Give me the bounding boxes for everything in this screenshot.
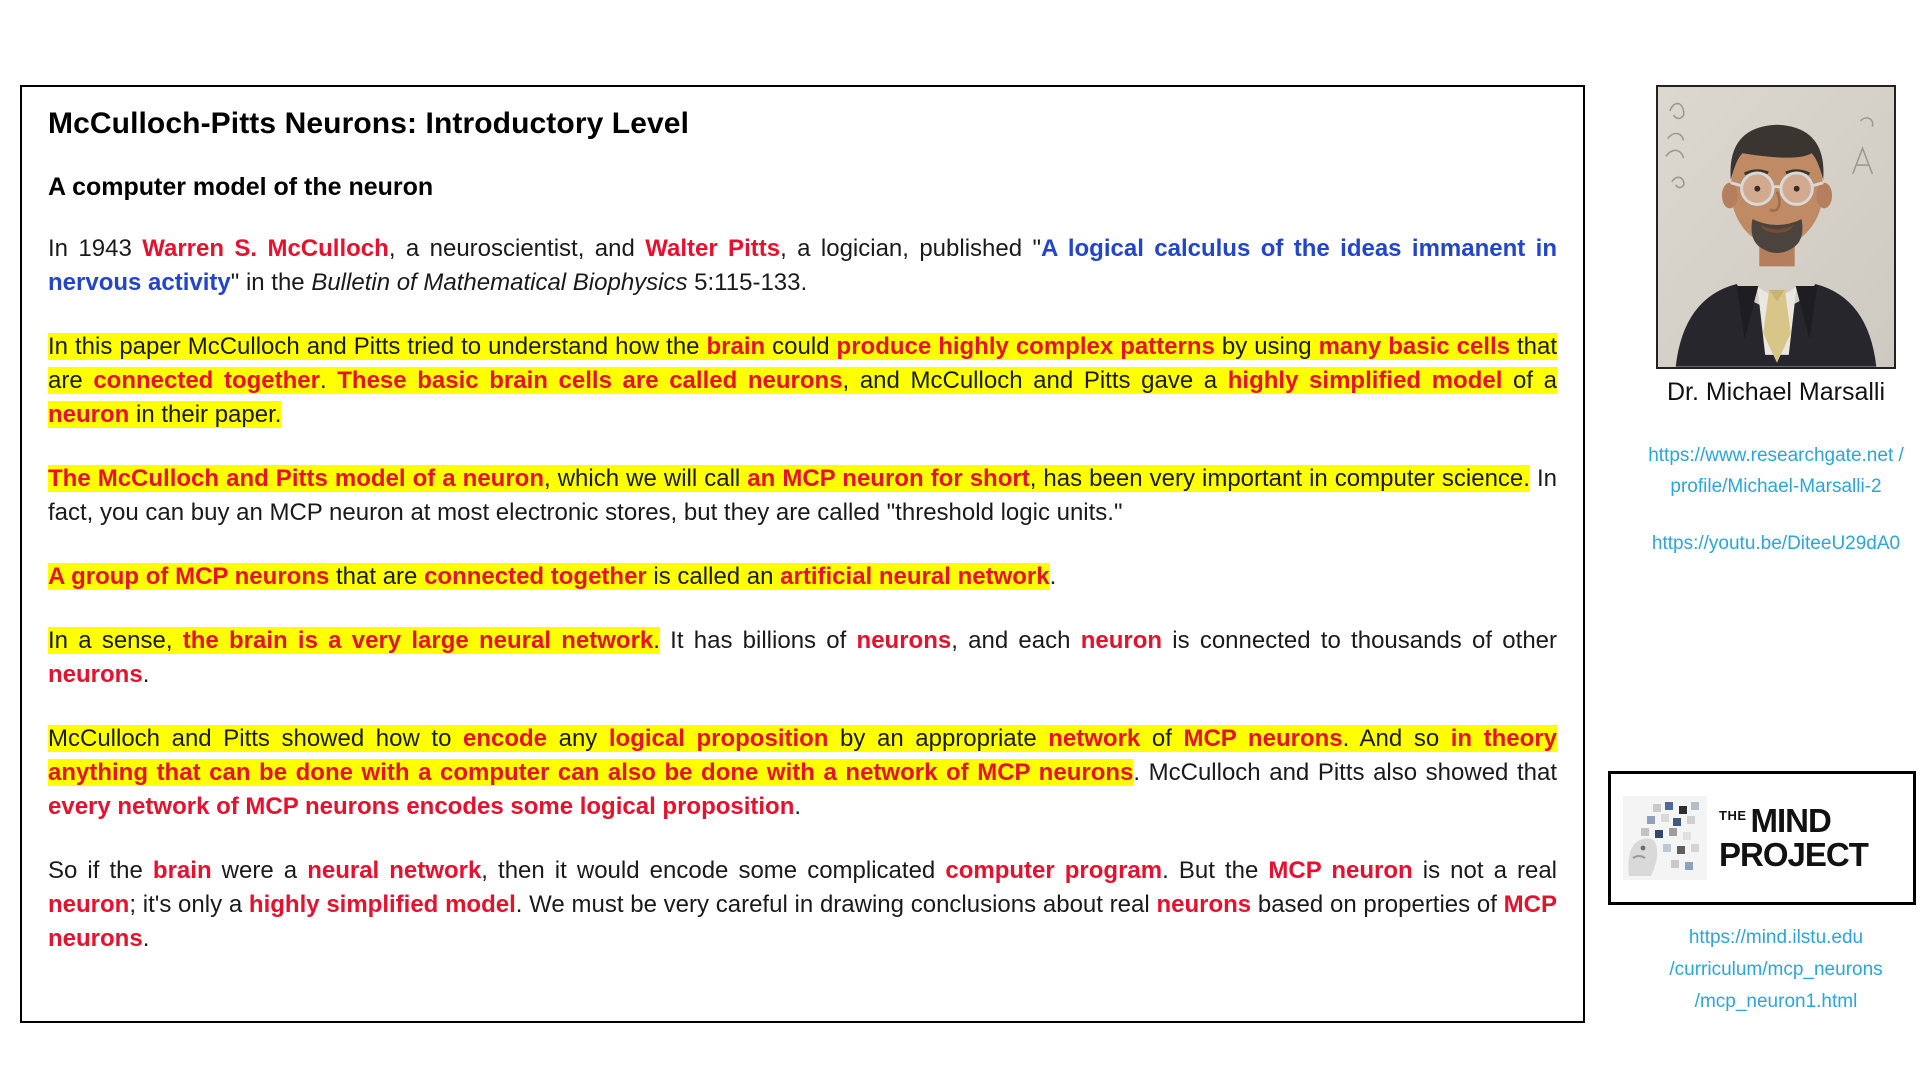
text-segment: Bulletin of Mathematical Biophysics <box>311 269 688 296</box>
text-segment: were a <box>211 857 308 884</box>
text-segment: 5:115-133. <box>687 269 808 296</box>
wordmark-the: THE <box>1719 807 1747 823</box>
text-segment: neurons <box>856 627 952 654</box>
text-segment: . And so <box>1342 725 1451 752</box>
text-segment: brain <box>706 333 766 360</box>
paragraph-publication <box>48 232 1557 300</box>
text-segment: of <box>1140 725 1184 752</box>
paragraph-brain-patterns <box>48 330 1557 432</box>
paragraph-neural-network-definition <box>48 560 1557 594</box>
text-segment: in theory anything that can be done with a computer can also be done with a network of MCP neurons <box>48 725 1558 786</box>
link-line: /mcp_neuron1.html <box>1694 991 1858 1012</box>
link-line: /curriculum/mcp_neurons <box>1669 959 1883 980</box>
text-segment: . <box>1049 563 1057 590</box>
section-subtitle: A computer model of the neuron <box>48 173 434 201</box>
text-segment: neuron <box>48 401 130 428</box>
text-segment: neurons <box>48 661 143 688</box>
text-segment: network <box>1048 725 1141 752</box>
text-segment: . We must be very careful in drawing conclusions about real <box>515 891 1157 918</box>
text-segment: an MCP neuron for short <box>747 465 1030 492</box>
link-line: https://mind.ilstu.edu <box>1688 927 1864 948</box>
text-segment: , then it would encode some complicated <box>481 857 946 884</box>
text-segment: It has billions of <box>659 627 857 654</box>
text-segment: , which we will call <box>544 465 748 492</box>
text-segment: In a sense, <box>48 627 183 654</box>
text-segment: " in the <box>230 269 312 296</box>
text-segment: In 1943 <box>48 235 143 262</box>
text-segment: the brain is a very large neural network <box>182 627 654 654</box>
text-segment: connected together <box>424 563 647 590</box>
text-segment: any <box>547 725 609 752</box>
page-title: McCulloch-Pitts Neurons: Introductory Level <box>48 107 690 140</box>
text-segment: . But the <box>1162 857 1269 884</box>
text-segment: . <box>142 925 150 952</box>
paragraph-brain-network <box>48 624 1557 692</box>
wordmark-project: PROJECT <box>1719 836 1868 873</box>
text-segment: is connected to thousands of other <box>1162 627 1558 654</box>
youtube-link[interactable]: https://youtu.be/DiteeU29dA0 <box>1651 533 1901 554</box>
text-segment: , and each <box>951 627 1081 654</box>
text-segment: MCP neuron <box>1268 857 1413 884</box>
paragraph-logical-propositions <box>48 722 1557 824</box>
text-segment: neuron <box>1080 627 1163 654</box>
paragraph-caution <box>48 854 1557 956</box>
text-segment: connected together <box>93 367 320 394</box>
mind-project-logo-icon <box>1623 796 1707 880</box>
text-segment: neural network <box>307 857 482 884</box>
text-segment: These basic brain cells are called neurons <box>337 367 843 394</box>
text-segment: that are <box>329 563 425 590</box>
portrait-photo <box>1656 85 1896 369</box>
text-segment: The McCulloch and Pitts model of a neuron <box>48 465 545 492</box>
mind-curriculum-link[interactable] <box>1606 922 1920 1018</box>
text-segment: is not a real <box>1412 857 1557 884</box>
text-segment: logical proposition <box>608 725 829 752</box>
text-segment: highly simplified model <box>248 891 516 918</box>
text-segment: artificial neural network <box>780 563 1050 590</box>
text-segment: Walter Pitts <box>645 235 781 262</box>
text-segment: encode <box>463 725 548 752</box>
text-segment: A group of MCP neurons <box>48 563 330 590</box>
text-segment: , a neuroscientist, and <box>388 235 646 262</box>
paragraph-mcp-model <box>48 462 1557 530</box>
text-segment: neurons <box>1156 891 1252 918</box>
wordmark-mind: MIND <box>1750 801 1831 839</box>
text-segment: In this paper McCulloch and Pitts tried to understand how the <box>48 333 707 360</box>
photo-caption: Dr. Michael Marsalli <box>1666 378 1886 406</box>
text-segment: McCulloch and Pitts showed how to <box>48 725 463 752</box>
text-segment: MCP neurons <box>48 891 1557 952</box>
text-segment: MCP neurons <box>1183 725 1343 752</box>
mind-project-logo <box>1608 771 1916 905</box>
text-segment: brain <box>152 857 212 884</box>
text-segment: many basic cells <box>1318 333 1510 360</box>
text-segment: So if the <box>48 857 153 884</box>
text-segment: In fact, you can buy an MCP neuron at most electronic stores, but they are called "threshold logic units." <box>48 465 1558 526</box>
text-segment: , a logician, published " <box>780 235 1042 262</box>
text-segment: every network of MCP neurons encodes some logical proposition <box>48 793 795 820</box>
text-segment: of a <box>1502 367 1557 394</box>
text-segment: in their paper. <box>129 401 282 428</box>
link-line: profile/Michael-Marsalli-2 <box>1670 476 1882 497</box>
text-segment: Warren S. McCulloch <box>142 235 389 262</box>
text-segment: by an appropriate <box>828 725 1049 752</box>
text-segment: could <box>765 333 837 360</box>
text-segment: . McCulloch and Pitts also showed that <box>1133 759 1557 786</box>
text-segment: neuron <box>48 891 130 918</box>
text-segment: is called an <box>646 563 781 590</box>
text-segment: ; it's only a <box>129 891 249 918</box>
text-segment: . <box>319 367 338 394</box>
mind-project-wordmark <box>1719 801 1868 873</box>
text-segment: . <box>794 793 802 820</box>
text-segment: computer program <box>945 857 1163 884</box>
text-segment: , has been very important in computer science. <box>1029 465 1530 492</box>
text-segment: by using <box>1214 333 1319 360</box>
researchgate-link[interactable] <box>1606 440 1920 502</box>
text-segment: . <box>142 661 150 688</box>
content-panel <box>20 85 1585 1023</box>
text-segment: based on properties of <box>1251 891 1504 918</box>
text-segment: that are <box>48 333 1558 394</box>
link-line: https://www.researchgate.net / <box>1648 445 1904 466</box>
text-segment: highly simplified model <box>1227 367 1503 394</box>
text-segment: produce highly complex patterns <box>836 333 1215 360</box>
text-segment: , and McCulloch and Pitts gave a <box>842 367 1228 394</box>
text-segment: . <box>653 627 660 654</box>
portrait-illustration <box>1658 87 1894 367</box>
text-segment: A logical calculus of the ideas immanent in nervous activity <box>48 235 1558 296</box>
